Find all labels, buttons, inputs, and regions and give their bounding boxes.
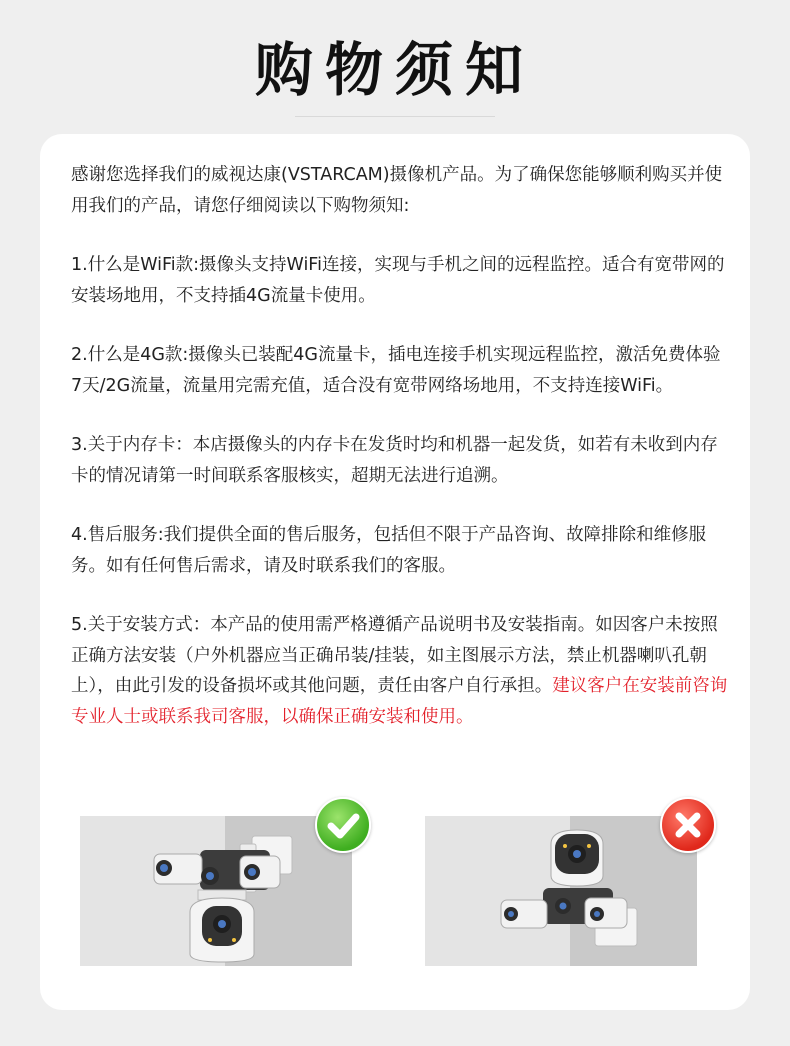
correct-install-image <box>80 816 352 966</box>
notice-text <box>71 160 731 761</box>
wrong-install-image <box>425 816 697 966</box>
install-warning: 建议客户在安装前咨询专业人士或联系我司客服，以确保正确安装和使用。 <box>71 676 728 727</box>
title-divider <box>295 116 495 117</box>
after-sales-paragraph: 4.售后服务:我们提供全面的售后服务，包括但不限于产品咨询、故障排除和维修服务。如有任何售后需求，请及时联系我们的客服。 <box>71 525 707 576</box>
install-text: 5.关于安装方式：本产品的使用需严格遵循产品说明书及安装指南。如因客户未按照正确方法安装（户外机器应当正确吊装/挂装，如主图展示方法，禁止机器喇叭孔朝上），由此引发的设备损坏或其他问题，责任由客户自行承担。 <box>71 615 718 696</box>
page-title: 购物须知 <box>254 36 535 104</box>
camera-correct-illustration <box>80 816 352 966</box>
cross-icon <box>660 797 716 853</box>
memory-card-paragraph: 3.关于内存卡：本店摄像头的内存卡在发货时均和机器一起发货，如若有未收到内存卡的情况请第一时间联系客服核实，超期无法进行追溯。 <box>71 435 718 486</box>
intro-paragraph: 感谢您选择我们的威视达康(VSTARCAM)摄像机产品。为了确保您能够顺利购买并使用我们的产品，请您仔细阅读以下购物须知: <box>71 165 723 216</box>
4g-paragraph: 2.什么是4G款:摄像头已装配4G流量卡，插电连接手机实现远程监控，激活免费体验7天/2G流量，流量用完需充值，适合没有宽带网络场地用，不支持连接WiFi。 <box>71 345 721 396</box>
camera-wrong-illustration <box>425 816 697 966</box>
check-icon <box>315 797 371 853</box>
wifi-paragraph: 1.什么是WiFi款:摄像头支持WiFi连接，实现与手机之间的远程监控。适合有宽带网的安装场地用，不支持插4G流量卡使用。 <box>71 255 725 306</box>
install-paragraph <box>71 610 731 732</box>
